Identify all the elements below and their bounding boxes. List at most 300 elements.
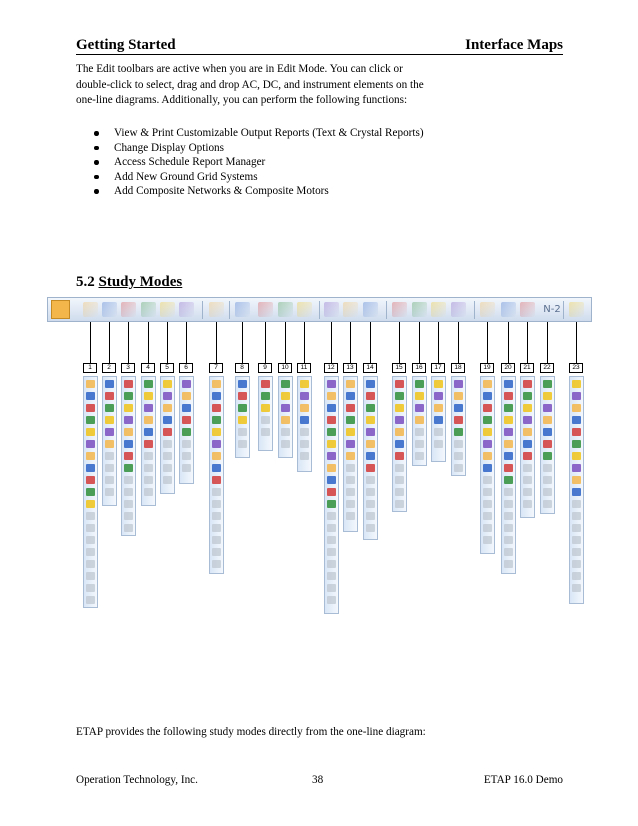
toolbar-button-icon[interactable] [163, 380, 172, 388]
toolbar-button-icon[interactable] [124, 392, 133, 400]
toolbar-button-icon[interactable] [454, 428, 463, 436]
toolbar-button-icon[interactable] [346, 392, 355, 400]
toolbar-button-icon[interactable] [300, 404, 309, 412]
toolbar-button-icon[interactable] [454, 380, 463, 388]
study-mode-20-icon[interactable] [501, 302, 516, 317]
toolbar-button-icon[interactable] [86, 380, 95, 388]
toolbar-button-icon[interactable] [327, 452, 336, 460]
toolbar-button-icon[interactable] [504, 476, 513, 484]
toolbar-button-icon[interactable] [144, 464, 153, 472]
toolbar-button-icon[interactable] [212, 476, 221, 484]
toolbar-button-icon[interactable] [395, 500, 404, 508]
toolbar-button-icon[interactable] [86, 416, 95, 424]
toolbar-button-icon[interactable] [572, 512, 581, 520]
toolbar-button-icon[interactable] [523, 476, 532, 484]
toolbar-button-icon[interactable] [327, 560, 336, 568]
toolbar-button-icon[interactable] [182, 380, 191, 388]
toolbar-button-icon[interactable] [572, 500, 581, 508]
study-mode-1-icon[interactable] [83, 302, 98, 317]
edit-mode-pencil-icon[interactable] [51, 300, 70, 319]
toolbar-separator [474, 301, 475, 319]
study-toolbar-column [278, 376, 293, 458]
toolbar-button-icon[interactable] [300, 428, 309, 436]
toolbar-button-icon[interactable] [261, 392, 270, 400]
toolbar-button-icon[interactable] [281, 416, 290, 424]
toolbar-button-icon[interactable] [182, 392, 191, 400]
toolbar-button-icon[interactable] [346, 500, 355, 508]
study-mode-7-icon[interactable] [209, 302, 224, 317]
toolbar-button-icon[interactable] [86, 452, 95, 460]
toolbar-button-icon[interactable] [144, 476, 153, 484]
toolbar-button-icon[interactable] [281, 392, 290, 400]
toolbar-button-icon[interactable] [212, 404, 221, 412]
study-mode-16-icon[interactable] [412, 302, 427, 317]
toolbar-button-icon[interactable] [415, 380, 424, 388]
study-mode-11-icon[interactable] [297, 302, 312, 317]
toolbar-button-icon[interactable] [238, 380, 247, 388]
toolbar-button-icon[interactable] [366, 428, 375, 436]
toolbar-button-icon[interactable] [415, 452, 424, 460]
toolbar-button-icon[interactable] [543, 380, 552, 388]
toolbar-button-icon[interactable] [572, 380, 581, 388]
toolbar-button-icon[interactable] [366, 476, 375, 484]
toolbar-button-icon[interactable] [86, 464, 95, 472]
toolbar-button-icon[interactable] [454, 440, 463, 448]
toolbar-button-icon[interactable] [504, 452, 513, 460]
toolbar-button-icon[interactable] [212, 428, 221, 436]
toolbar-button-icon[interactable] [366, 524, 375, 532]
study-mode-4-icon[interactable] [141, 302, 156, 317]
toolbar-button-icon[interactable] [454, 464, 463, 472]
toolbar-button-icon[interactable] [124, 380, 133, 388]
toolbar-button-icon[interactable] [366, 380, 375, 388]
toolbar-button-icon[interactable] [483, 392, 492, 400]
toolbar-button-icon[interactable] [86, 392, 95, 400]
toolbar-button-icon[interactable] [572, 524, 581, 532]
toolbar-button-icon[interactable] [572, 416, 581, 424]
toolbar-button-icon[interactable] [346, 440, 355, 448]
toolbar-button-icon[interactable] [483, 380, 492, 388]
toolbar-button-icon[interactable] [182, 416, 191, 424]
toolbar-button-icon[interactable] [327, 524, 336, 532]
toolbar-button-icon[interactable] [572, 572, 581, 580]
toolbar-button-icon[interactable] [415, 440, 424, 448]
toolbar-button-icon[interactable] [105, 476, 114, 484]
toolbar-button-icon[interactable] [212, 452, 221, 460]
toolbar-button-icon[interactable] [300, 440, 309, 448]
toolbar-button-icon[interactable] [327, 440, 336, 448]
toolbar-button-icon[interactable] [483, 440, 492, 448]
toolbar-button-icon[interactable] [182, 404, 191, 412]
study-mode-8-icon[interactable] [235, 302, 250, 317]
toolbar-button-icon[interactable] [483, 416, 492, 424]
toolbar-button-icon[interactable] [504, 428, 513, 436]
toolbar-separator [563, 301, 564, 319]
toolbar-button-icon[interactable] [346, 512, 355, 520]
toolbar-button-icon[interactable] [483, 428, 492, 436]
toolbar-button-icon[interactable] [124, 452, 133, 460]
toolbar-button-icon[interactable] [366, 464, 375, 472]
toolbar-button-icon[interactable] [327, 488, 336, 496]
toolbar-button-icon[interactable] [261, 428, 270, 436]
toolbar-button-icon[interactable] [144, 440, 153, 448]
toolbar-button-icon[interactable] [454, 452, 463, 460]
toolbar-button-icon[interactable] [346, 416, 355, 424]
toolbar-button-icon[interactable] [124, 428, 133, 436]
toolbar-button-icon[interactable] [366, 404, 375, 412]
feature-list [76, 126, 424, 199]
toolbar-button-icon[interactable] [124, 404, 133, 412]
n2-contingency-icon[interactable]: N-2 [543, 304, 561, 315]
study-toolbar-column [431, 376, 446, 462]
toolbar-button-icon[interactable] [543, 440, 552, 448]
toolbar-button-icon[interactable] [327, 380, 336, 388]
study-toolbar-column [179, 376, 194, 484]
toolbar-button-icon[interactable] [300, 392, 309, 400]
toolbar-button-icon[interactable] [366, 440, 375, 448]
toolbar-button-icon[interactable] [281, 404, 290, 412]
toolbar-button-icon[interactable] [346, 452, 355, 460]
toolbar-button-icon[interactable] [504, 440, 513, 448]
toolbar-button-icon[interactable] [281, 428, 290, 436]
toolbar-button-icon[interactable] [144, 392, 153, 400]
toolbar-button-icon[interactable] [523, 428, 532, 436]
toolbar-button-icon[interactable] [105, 428, 114, 436]
toolbar-button-icon[interactable] [124, 488, 133, 496]
toolbar-button-icon[interactable] [327, 536, 336, 544]
toolbar-button-icon[interactable] [572, 392, 581, 400]
toolbar-button-icon[interactable] [281, 380, 290, 388]
toolbar-button-icon[interactable] [105, 416, 114, 424]
callout-label: 15 [392, 363, 406, 373]
toolbar-button-icon[interactable] [483, 536, 492, 544]
toolbar-button-icon[interactable] [105, 404, 114, 412]
toolbar-button-icon[interactable] [572, 488, 581, 496]
toolbar-button-icon[interactable] [163, 404, 172, 412]
toolbar-button-icon[interactable] [395, 404, 404, 412]
study-mode-19-icon[interactable] [480, 302, 495, 317]
toolbar-button-icon[interactable] [86, 548, 95, 556]
toolbar-button-icon[interactable] [300, 416, 309, 424]
toolbar-button-icon[interactable] [124, 464, 133, 472]
toolbar-button-icon[interactable] [483, 452, 492, 460]
toolbar-button-icon[interactable] [212, 440, 221, 448]
toolbar-button-icon[interactable] [212, 536, 221, 544]
toolbar-button-icon[interactable] [415, 392, 424, 400]
toolbar-button-icon[interactable] [86, 404, 95, 412]
toolbar-button-icon[interactable] [504, 392, 513, 400]
toolbar-button-icon[interactable] [86, 512, 95, 520]
toolbar-button-icon[interactable] [212, 512, 221, 520]
toolbar-button-icon[interactable] [395, 440, 404, 448]
toolbar-button-icon[interactable] [504, 488, 513, 496]
toolbar-button-icon[interactable] [543, 452, 552, 460]
toolbar-button-icon[interactable] [212, 488, 221, 496]
toolbar-button-icon[interactable] [144, 380, 153, 388]
study-toolbar-column [363, 376, 378, 540]
toolbar-button-icon[interactable] [543, 500, 552, 508]
toolbar-button-icon[interactable] [212, 392, 221, 400]
callout-line [148, 322, 149, 363]
toolbar-button-icon[interactable] [86, 536, 95, 544]
toolbar-button-icon[interactable] [86, 560, 95, 568]
toolbar-button-icon[interactable] [124, 512, 133, 520]
toolbar-button-icon[interactable] [395, 476, 404, 484]
toolbar-button-icon[interactable] [212, 416, 221, 424]
toolbar-button-icon[interactable] [327, 428, 336, 436]
toolbar-button-icon[interactable] [327, 416, 336, 424]
toolbar-button-icon[interactable] [163, 476, 172, 484]
study-toolbar-column [141, 376, 156, 506]
toolbar-button-icon[interactable] [182, 452, 191, 460]
toolbar-button-icon[interactable] [261, 404, 270, 412]
toolbar-button-icon[interactable] [144, 416, 153, 424]
toolbar-button-icon[interactable] [105, 464, 114, 472]
toolbar-button-icon[interactable] [144, 428, 153, 436]
toolbar-button-icon[interactable] [504, 404, 513, 412]
toolbar-button-icon[interactable] [144, 404, 153, 412]
toolbar-button-icon[interactable] [434, 440, 443, 448]
toolbar-button-icon[interactable] [261, 416, 270, 424]
toolbar-button-icon[interactable] [572, 428, 581, 436]
toolbar-button-icon[interactable] [327, 572, 336, 580]
toolbar-button-icon[interactable] [504, 524, 513, 532]
study-mode-14-icon[interactable] [363, 302, 378, 317]
toolbar-button-icon[interactable] [454, 416, 463, 424]
toolbar-button-icon[interactable] [300, 380, 309, 388]
toolbar-button-icon[interactable] [163, 428, 172, 436]
toolbar-button-icon[interactable] [261, 380, 270, 388]
toolbar-button-icon[interactable] [572, 452, 581, 460]
toolbar-button-icon[interactable] [572, 464, 581, 472]
toolbar-button-icon[interactable] [327, 512, 336, 520]
toolbar-button-icon[interactable] [366, 500, 375, 508]
toolbar-button-icon[interactable] [483, 500, 492, 508]
toolbar-button-icon[interactable] [572, 584, 581, 592]
toolbar-button-icon[interactable] [366, 512, 375, 520]
study-mode-15-icon[interactable] [392, 302, 407, 317]
toolbar-button-icon[interactable] [212, 380, 221, 388]
toolbar-button-icon[interactable] [523, 440, 532, 448]
toolbar-button-icon[interactable] [504, 416, 513, 424]
toolbar-button-icon[interactable] [572, 548, 581, 556]
toolbar-button-icon[interactable] [144, 452, 153, 460]
toolbar-button-icon[interactable] [572, 440, 581, 448]
toolbar-button-icon[interactable] [504, 464, 513, 472]
toolbar-button-icon[interactable] [366, 392, 375, 400]
callout-line [547, 322, 548, 363]
toolbar-button-icon[interactable] [327, 404, 336, 412]
toolbar-button-icon[interactable] [105, 380, 114, 388]
toolbar-button-icon[interactable] [86, 500, 95, 508]
toolbar-button-icon[interactable] [395, 464, 404, 472]
toolbar-button-icon[interactable] [327, 464, 336, 472]
toolbar-button-icon[interactable] [238, 440, 247, 448]
study-mode-23-icon[interactable] [569, 302, 584, 317]
toolbar-button-icon[interactable] [504, 548, 513, 556]
toolbar-button-icon[interactable] [504, 380, 513, 388]
study-mode-5-icon[interactable] [160, 302, 175, 317]
toolbar-button-icon[interactable] [124, 476, 133, 484]
toolbar-button-icon[interactable] [163, 440, 172, 448]
toolbar-button-icon[interactable] [395, 452, 404, 460]
toolbar-button-icon[interactable] [182, 464, 191, 472]
toolbar-button-icon[interactable] [454, 392, 463, 400]
toolbar-button-icon[interactable] [327, 596, 336, 604]
toolbar-button-icon[interactable] [543, 428, 552, 436]
toolbar-button-icon[interactable] [523, 392, 532, 400]
callout-line [265, 322, 266, 363]
toolbar-button-icon[interactable] [504, 536, 513, 544]
toolbar-button-icon[interactable] [86, 524, 95, 532]
list-item: Add New Ground Grid Systems [76, 170, 424, 185]
toolbar-button-icon[interactable] [300, 452, 309, 460]
toolbar-button-icon[interactable] [212, 548, 221, 556]
callout-label: 8 [235, 363, 249, 373]
toolbar-button-icon[interactable] [395, 428, 404, 436]
toolbar-button-icon[interactable] [572, 560, 581, 568]
toolbar-button-icon[interactable] [366, 416, 375, 424]
toolbar-button-icon[interactable] [483, 512, 492, 520]
toolbar-button-icon[interactable] [86, 488, 95, 496]
toolbar-button-icon[interactable] [543, 476, 552, 484]
toolbar-button-icon[interactable] [483, 476, 492, 484]
callout-line [527, 322, 528, 363]
toolbar-button-icon[interactable] [327, 392, 336, 400]
toolbar-button-icon[interactable] [124, 524, 133, 532]
toolbar-button-icon[interactable] [572, 536, 581, 544]
toolbar-button-icon[interactable] [163, 416, 172, 424]
toolbar-button-icon[interactable] [483, 404, 492, 412]
toolbar-button-icon[interactable] [434, 404, 443, 412]
toolbar-button-icon[interactable] [327, 500, 336, 508]
toolbar-button-icon[interactable] [86, 428, 95, 436]
toolbar-button-icon[interactable] [105, 452, 114, 460]
toolbar-button-icon[interactable] [105, 488, 114, 496]
callout-line [109, 322, 110, 363]
toolbar-button-icon[interactable] [523, 500, 532, 508]
toolbar-button-icon[interactable] [105, 440, 114, 448]
toolbar-button-icon[interactable] [327, 476, 336, 484]
toolbar-button-icon[interactable] [212, 560, 221, 568]
toolbar-button-icon[interactable] [434, 392, 443, 400]
toolbar-button-icon[interactable] [212, 524, 221, 532]
study-mode-10-icon[interactable] [278, 302, 293, 317]
toolbar-button-icon[interactable] [523, 416, 532, 424]
study-mode-2-icon[interactable] [102, 302, 117, 317]
toolbar-button-icon[interactable] [434, 416, 443, 424]
toolbar-button-icon[interactable] [346, 428, 355, 436]
toolbar-button-icon[interactable] [523, 380, 532, 388]
toolbar-button-icon[interactable] [504, 512, 513, 520]
toolbar-button-icon[interactable] [366, 452, 375, 460]
callout-line [487, 322, 488, 363]
study-mode-13-icon[interactable] [343, 302, 358, 317]
toolbar-button-icon[interactable] [523, 404, 532, 412]
toolbar-button-icon[interactable] [543, 488, 552, 496]
toolbar-button-icon[interactable] [327, 548, 336, 556]
toolbar-button-icon[interactable] [163, 392, 172, 400]
toolbar-button-icon[interactable] [86, 476, 95, 484]
toolbar-button-icon[interactable] [395, 380, 404, 388]
toolbar-button-icon[interactable] [434, 428, 443, 436]
toolbar-button-icon[interactable] [454, 404, 463, 412]
toolbar-button-icon[interactable] [346, 476, 355, 484]
toolbar-button-icon[interactable] [346, 380, 355, 388]
toolbar-button-icon[interactable] [572, 404, 581, 412]
toolbar-button-icon[interactable] [415, 416, 424, 424]
toolbar-button-icon[interactable] [483, 464, 492, 472]
toolbar-button-icon[interactable] [543, 392, 552, 400]
toolbar-button-icon[interactable] [182, 428, 191, 436]
toolbar-button-icon[interactable] [182, 440, 191, 448]
toolbar-button-icon[interactable] [483, 488, 492, 496]
toolbar-button-icon[interactable] [163, 464, 172, 472]
toolbar-button-icon[interactable] [523, 452, 532, 460]
toolbar-button-icon[interactable] [523, 464, 532, 472]
toolbar-button-icon[interactable] [86, 440, 95, 448]
toolbar-button-icon[interactable] [543, 416, 552, 424]
study-mode-18-icon[interactable] [451, 302, 466, 317]
toolbar-button-icon[interactable] [504, 560, 513, 568]
toolbar-button-icon[interactable] [327, 584, 336, 592]
study-mode-12-icon[interactable] [324, 302, 339, 317]
toolbar-button-icon[interactable] [144, 488, 153, 496]
toolbar-button-icon[interactable] [415, 428, 424, 436]
study-mode-17-icon[interactable] [431, 302, 446, 317]
toolbar-button-icon[interactable] [281, 440, 290, 448]
toolbar-button-icon[interactable] [212, 500, 221, 508]
toolbar-button-icon[interactable] [238, 392, 247, 400]
toolbar-button-icon[interactable] [124, 416, 133, 424]
toolbar-button-icon[interactable] [504, 500, 513, 508]
toolbar-button-icon[interactable] [238, 428, 247, 436]
toolbar-button-icon[interactable] [543, 404, 552, 412]
toolbar-button-icon[interactable] [163, 452, 172, 460]
toolbar-button-icon[interactable] [238, 416, 247, 424]
toolbar-button-icon[interactable] [105, 392, 114, 400]
toolbar-button-icon[interactable] [86, 584, 95, 592]
toolbar-button-icon[interactable] [366, 488, 375, 496]
toolbar-button-icon[interactable] [212, 464, 221, 472]
study-mode-9-icon[interactable] [258, 302, 273, 317]
toolbar-button-icon[interactable] [346, 404, 355, 412]
toolbar-button-icon[interactable] [395, 488, 404, 496]
toolbar-button-icon[interactable] [543, 464, 552, 472]
study-mode-21-icon[interactable] [520, 302, 535, 317]
toolbar-button-icon[interactable] [434, 380, 443, 388]
callout-line [438, 322, 439, 363]
callout-label: 16 [412, 363, 426, 373]
study-toolbar-column [83, 376, 98, 608]
toolbar-button-icon[interactable] [346, 464, 355, 472]
toolbar-button-icon[interactable] [346, 488, 355, 496]
study-mode-3-icon[interactable] [121, 302, 136, 317]
toolbar-button-icon[interactable] [572, 476, 581, 484]
toolbar-button-icon[interactable] [395, 392, 404, 400]
toolbar-button-icon[interactable] [523, 488, 532, 496]
toolbar-button-icon[interactable] [86, 596, 95, 604]
study-mode-6-icon[interactable] [179, 302, 194, 317]
toolbar-button-icon[interactable] [124, 500, 133, 508]
toolbar-button-icon[interactable] [395, 416, 404, 424]
toolbar-button-icon[interactable] [483, 524, 492, 532]
header-left: Getting Started [76, 37, 176, 53]
toolbar-button-icon[interactable] [124, 440, 133, 448]
toolbar-button-icon[interactable] [86, 572, 95, 580]
toolbar-button-icon[interactable] [415, 404, 424, 412]
toolbar-button-icon[interactable] [238, 404, 247, 412]
